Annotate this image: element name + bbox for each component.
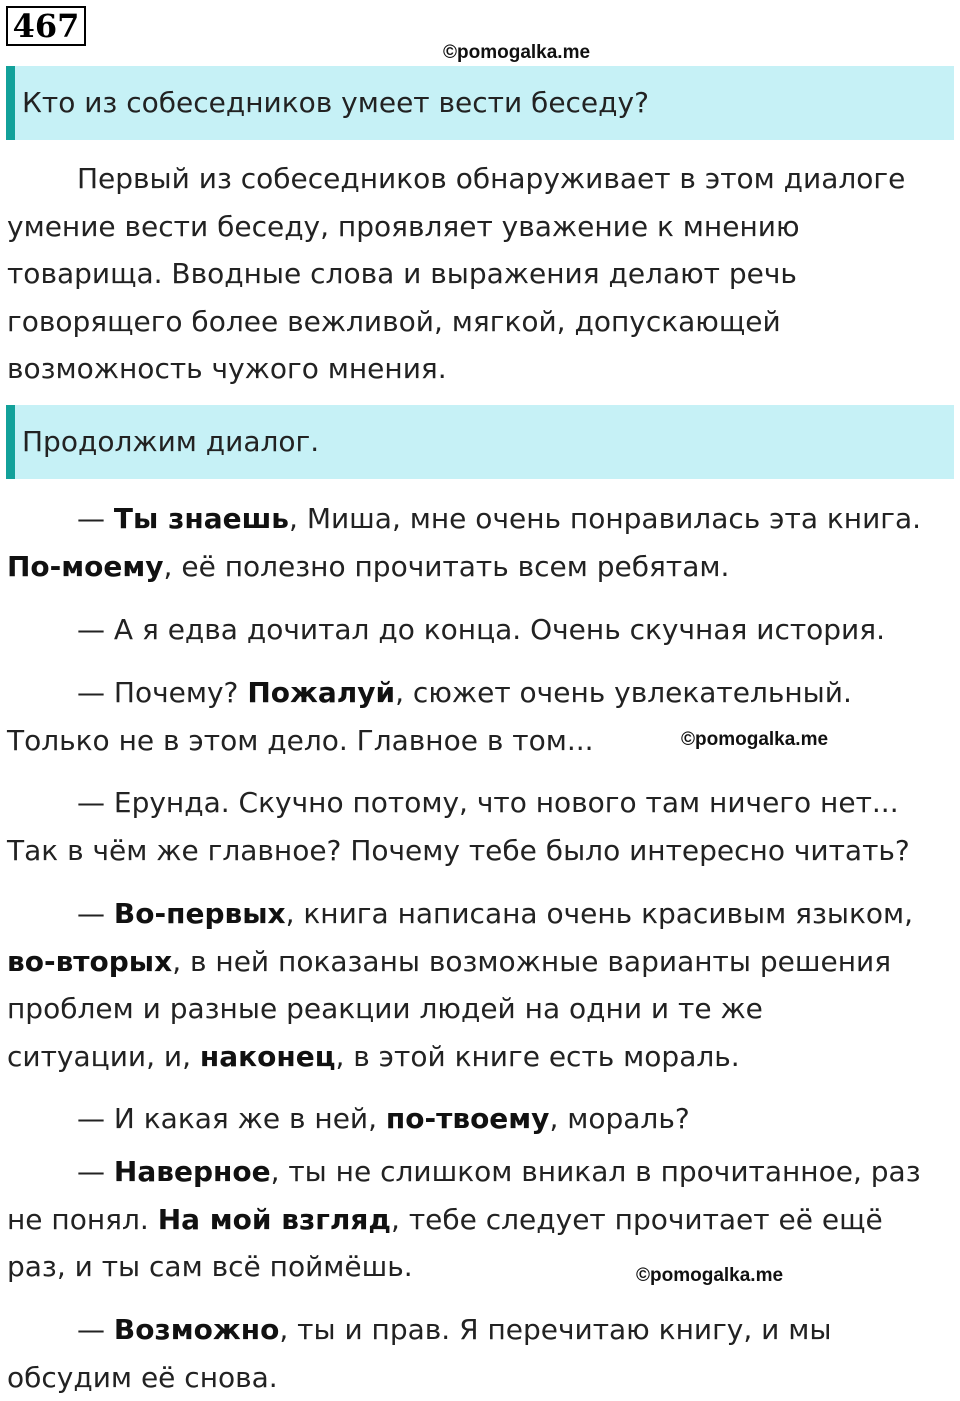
question-header: Кто из собеседников умеет вести беседу?: [6, 66, 954, 140]
dialog-replica: — Возможно, ты и прав. Я перечитаю книгу, и мы обсудим её снова.: [7, 1313, 832, 1394]
introductory-word: По-моему: [7, 549, 164, 583]
dialog-replica: — Ерунда. Скучно потому, что нового там ничего нет... Так в чём же главное? Почему тебе было интересно читать?: [7, 786, 910, 867]
task-header: Продолжим диалог.: [6, 405, 954, 479]
introductory-word: Во-первых: [113, 897, 286, 930]
dialog-replica: — А я едва дочитал до конца. Очень скучная история.: [77, 613, 885, 646]
dialog-replica: — Ты знаешь, Миша, мне очень понравилась эта книга. По-моему, её полезно прочитать всем ребятам.: [7, 502, 922, 583]
watermark: ©pomogalka.me: [681, 729, 829, 750]
introductory-word: Ты знаешь: [113, 502, 290, 535]
introductory-word: во-вторых: [7, 944, 173, 978]
introductory-word: Возможно: [113, 1313, 280, 1346]
dialog-replica: — Наверное, ты не слишком вникал в прочитанное, раз не понял. На мой взгляд, тебе следует прочитает её ещё раз, и ты сам всё поймёшь.: [7, 1155, 921, 1283]
introductory-word: Пожалуй: [247, 676, 396, 709]
introductory-word: наконец: [199, 1039, 336, 1073]
dialog-replica: — Почему? Пожалуй, сюжет очень увлекательный. Только не в этом дело. Главное в том...: [7, 676, 852, 757]
introductory-word: по-твоему: [385, 1102, 550, 1135]
dialog-replica: — И какая же в ней, по-твоему, мораль?: [77, 1102, 690, 1135]
watermark: ©pomogalka.me: [443, 42, 591, 63]
dialog-replica: — Во-первых, книга написана очень красивым языком, во-вторых, в ней показаны возможные варианты решения проблем и разные реакции людей на одни и те же ситуации, и, наконец, в этой книге есть мораль.: [7, 897, 914, 1073]
answer-paragraph: Первый из собеседников обнаруживает в этом диалоге умение вести беседу, проявляет уважение к мнению товарища. Вводные слова и выражения делают речь говорящего более вежливой, мягкой, допускающей возможность чужого мнения.: [7, 162, 906, 385]
watermark: ©pomogalka.me: [636, 1265, 784, 1286]
introductory-word: Наверное: [113, 1155, 271, 1188]
introductory-word: На мой взгляд: [157, 1202, 392, 1236]
task-number-box: 467: [6, 6, 86, 46]
